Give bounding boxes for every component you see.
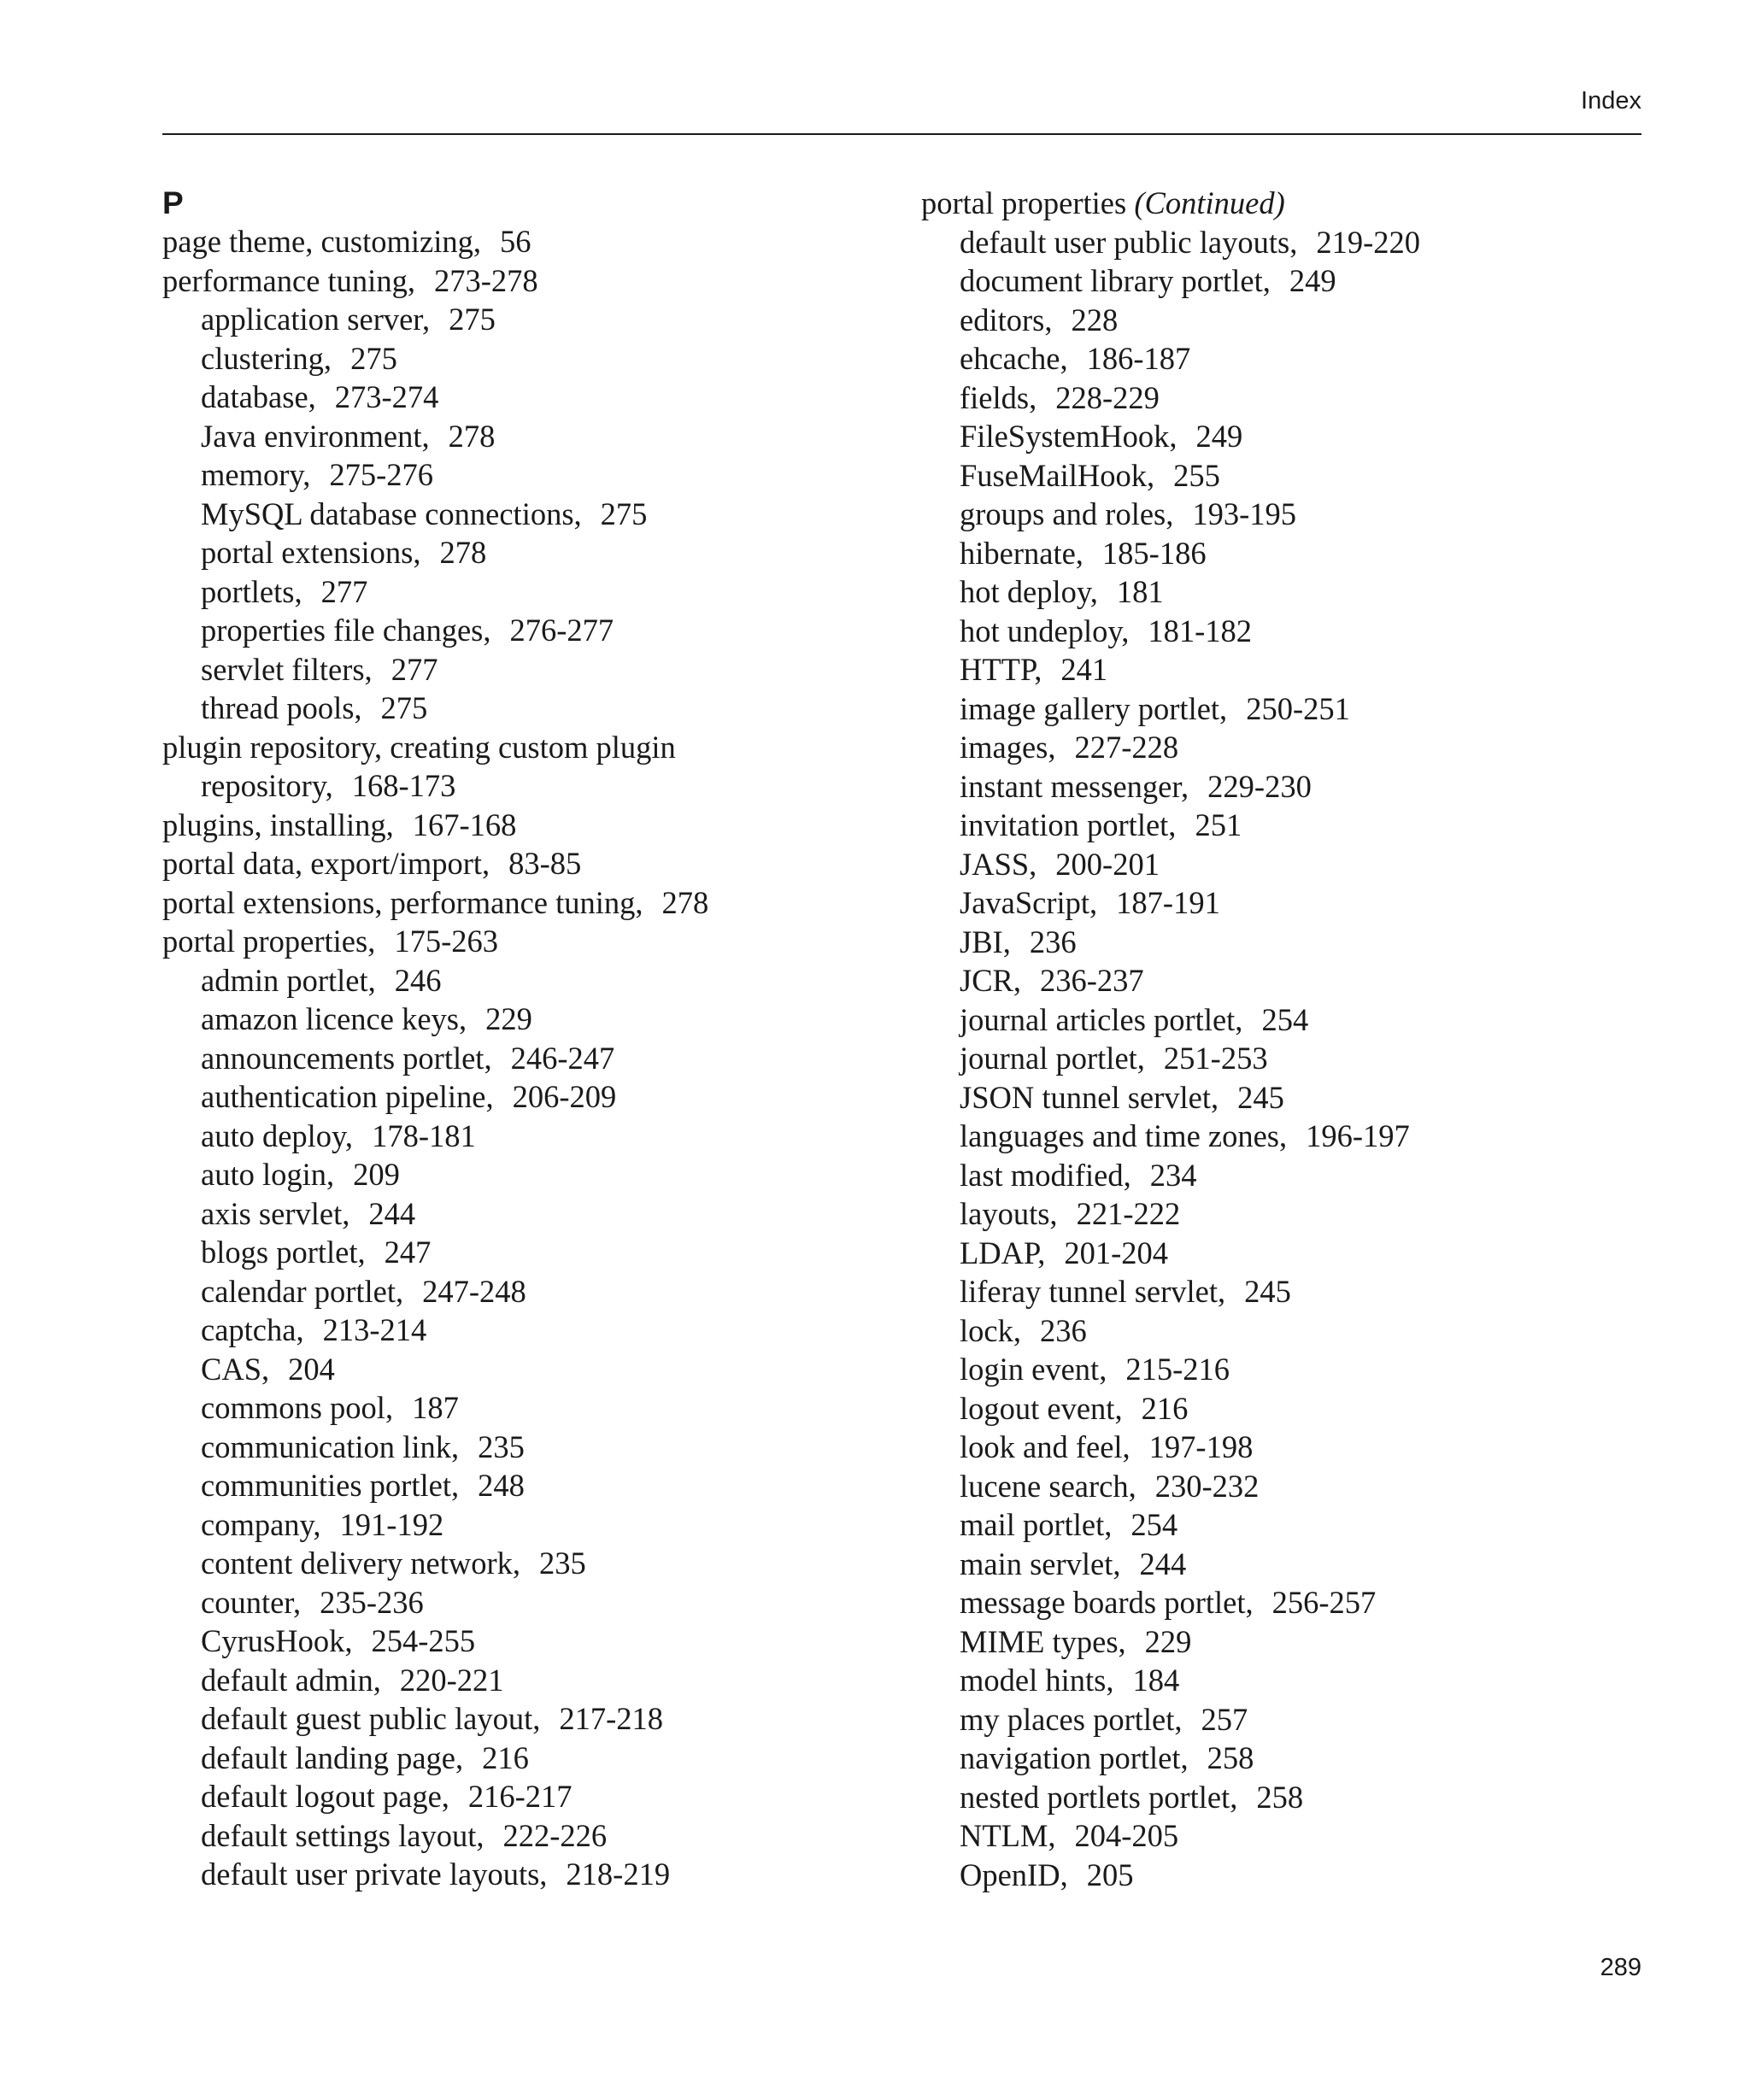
page-reference: 185-186 [1101, 535, 1207, 571]
running-head: Index [1581, 87, 1641, 114]
index-term: CyrusHook, [201, 1623, 353, 1658]
index-term: JavaScript, [960, 885, 1098, 920]
index-term: login event, [960, 1352, 1107, 1387]
index-term: counter, [201, 1584, 302, 1620]
index-term: journal portlet, [960, 1041, 1145, 1076]
page-reference: 168-173 [351, 768, 456, 803]
index-term: lucene search, [960, 1468, 1136, 1504]
index-term: message boards portlet, [960, 1585, 1254, 1620]
page-reference: 256-257 [1271, 1585, 1377, 1620]
page-reference: 216-217 [467, 1779, 573, 1814]
index-term: portal data, export/import, [162, 846, 490, 881]
index-term: FileSystemHook, [960, 419, 1177, 454]
index-entry [162, 1388, 914, 1428]
index-entry [921, 1856, 1690, 1895]
index-term: logout event, [960, 1390, 1123, 1426]
index-term: portal extensions, [201, 535, 421, 570]
index-entry [921, 767, 1690, 807]
page-reference: 216 [1141, 1390, 1189, 1426]
index-entry [162, 766, 914, 806]
index-entry [162, 1466, 914, 1505]
index-term: calendar portlet, [201, 1273, 404, 1309]
page-reference: 277 [320, 573, 368, 609]
index-entry [162, 1583, 914, 1622]
page-reference: 251 [1195, 807, 1242, 842]
index-entry [162, 1777, 914, 1816]
index-entry [162, 1739, 914, 1778]
index-term: announcements portlet, [201, 1040, 492, 1076]
index-term: default settings layout, [201, 1817, 484, 1853]
page-reference: 257 [1201, 1701, 1248, 1737]
index-term: application server, [201, 302, 431, 337]
index-term: portal properties, [162, 924, 376, 959]
right-entry-list [921, 223, 1690, 1895]
index-term: navigation portlet, [960, 1740, 1189, 1775]
index-entry [921, 1272, 1690, 1311]
index-entry [162, 1544, 914, 1583]
index-term: images, [960, 730, 1056, 765]
index-entry [921, 456, 1690, 496]
index-term: groups and roles, [960, 496, 1174, 531]
index-entry [162, 417, 914, 456]
index-entry [921, 728, 1690, 767]
index-entry [162, 961, 914, 1000]
index-entry [162, 611, 914, 650]
index-term: portal extensions, performance tuning, [162, 884, 643, 920]
page-reference: 230-232 [1154, 1468, 1260, 1504]
page-number: 289 [1600, 1954, 1641, 1981]
page-reference: 275 [449, 302, 496, 337]
index-term: fields, [960, 379, 1037, 415]
index-term: admin portlet, [201, 962, 376, 998]
index-term: auto login, [201, 1157, 335, 1192]
index-entry [162, 1311, 914, 1350]
page-reference: 254-255 [371, 1623, 476, 1658]
page-reference: 278 [661, 884, 709, 920]
index-entry [921, 961, 1690, 1000]
index-entry [162, 339, 914, 378]
page-reference: 235 [478, 1428, 525, 1464]
page-reference: 275-276 [329, 457, 434, 492]
index-term: default user private layouts, [201, 1857, 548, 1892]
index-entry [162, 1699, 914, 1739]
index-term: invitation portlet, [960, 807, 1177, 842]
page-reference: 181 [1116, 574, 1164, 609]
page-reference: 275 [350, 340, 397, 376]
index-term: JBI, [960, 924, 1011, 959]
index-entry [921, 1505, 1690, 1545]
index-term: default landing page, [201, 1739, 464, 1775]
index-entry [921, 1467, 1690, 1506]
index-term: repository, [201, 768, 333, 803]
page-reference: 251-253 [1163, 1041, 1268, 1076]
index-entry [921, 301, 1690, 340]
index-entry [921, 1778, 1690, 1817]
index-entry [162, 533, 914, 572]
index-term: hot deploy, [960, 574, 1098, 609]
index-entry [921, 1194, 1690, 1234]
page-reference: 227-228 [1074, 730, 1179, 765]
index-term: lock, [960, 1312, 1021, 1348]
page-reference: 193-195 [1192, 496, 1297, 531]
index-entry [162, 261, 914, 301]
index-term: OpenID, [960, 1857, 1068, 1892]
index-entry [921, 378, 1690, 418]
index-term: MIME types, [960, 1623, 1126, 1659]
index-entry [921, 339, 1690, 378]
page-reference: 175-263 [394, 924, 498, 959]
index-term: main servlet, [960, 1546, 1121, 1581]
continued-heading [921, 184, 1690, 223]
page-reference: 247 [384, 1235, 432, 1270]
index-term: default user public layouts, [960, 224, 1298, 260]
index-term: plugins, installing, [162, 807, 394, 842]
index-term: memory, [201, 457, 311, 492]
index-entry [162, 1661, 914, 1700]
page-reference: 255 [1173, 457, 1220, 493]
index-entry [162, 1272, 914, 1311]
index-term: NTLM, [960, 1818, 1056, 1853]
index-entry [162, 495, 914, 534]
page-reference: 217-218 [559, 1701, 664, 1736]
index-entry [162, 844, 914, 883]
index-term: JSON tunnel servlet, [960, 1079, 1219, 1115]
page-reference: 249 [1289, 263, 1336, 298]
page-reference: 187 [412, 1390, 459, 1425]
index-term: page theme, customizing, [162, 224, 482, 259]
index-entry [921, 1000, 1690, 1040]
page-reference: 206-209 [512, 1079, 617, 1114]
index-entry [921, 495, 1690, 534]
page-reference: 196-197 [1306, 1118, 1410, 1153]
index-term: last modified, [960, 1157, 1131, 1193]
index-term: hibernate, [960, 535, 1083, 571]
index-entry [162, 650, 914, 689]
page-reference: 56 [500, 224, 531, 259]
page-reference: 83-85 [508, 846, 582, 881]
index-term: auto deploy, [201, 1117, 354, 1153]
index-term: ehcache, [960, 341, 1068, 376]
index-entry [921, 1661, 1690, 1700]
index-term: captcha, [201, 1312, 304, 1347]
index-entry [921, 883, 1690, 923]
index-term: mail portlet, [960, 1507, 1113, 1542]
page-reference: 245 [1244, 1274, 1291, 1309]
index-entry [921, 1234, 1690, 1273]
index-entry [921, 689, 1690, 729]
index-term: layouts, [960, 1196, 1058, 1231]
page-reference: 258 [1256, 1779, 1304, 1815]
index-term: servlet filters, [201, 651, 373, 687]
index-column-left [162, 184, 914, 1894]
index-term: performance tuning, [162, 262, 415, 298]
index-term: blogs portlet, [201, 1235, 366, 1270]
index-entry [921, 1700, 1690, 1739]
page-reference: 216 [482, 1739, 529, 1775]
index-term: company, [201, 1506, 321, 1542]
index-entry [162, 572, 914, 612]
index-entry [921, 923, 1690, 962]
index-entry [162, 1117, 914, 1156]
index-term: default admin, [201, 1662, 381, 1698]
page-reference: 258 [1207, 1740, 1254, 1775]
page-reference: 209 [353, 1157, 400, 1192]
page-reference: 221-222 [1076, 1196, 1181, 1231]
index-term: clustering, [201, 340, 332, 376]
index-term: axis servlet, [201, 1195, 350, 1231]
index-entry [162, 1428, 914, 1467]
index-entry [162, 883, 914, 923]
page-reference: 245 [1237, 1079, 1284, 1115]
page-reference: 236 [1039, 1312, 1087, 1348]
index-entry [162, 922, 914, 961]
page-reference: 204-205 [1074, 1818, 1179, 1853]
page-reference: 236 [1029, 924, 1077, 959]
page-reference: 278 [448, 418, 496, 454]
index-entry [921, 1350, 1690, 1389]
index-term: look and feel, [960, 1429, 1130, 1464]
index-term: JCR, [960, 963, 1022, 998]
page-reference: 235 [539, 1546, 586, 1581]
index-term: my places portlet, [960, 1701, 1183, 1737]
index-term: model hints, [960, 1663, 1114, 1698]
index-term: Java environment, [201, 418, 430, 454]
page-reference: 222-226 [502, 1817, 608, 1853]
index-term: commons pool, [201, 1390, 394, 1425]
index-term: liferay tunnel servlet, [960, 1274, 1226, 1309]
index-entry [921, 1156, 1690, 1195]
index-term: authentication pipeline, [201, 1079, 494, 1114]
index-entry [921, 1039, 1690, 1078]
index-entry [162, 1622, 914, 1661]
page-reference: 277 [391, 651, 438, 687]
index-entry [921, 534, 1690, 573]
index-entry [921, 417, 1690, 456]
index-entry [921, 1117, 1690, 1156]
index-entry [162, 1000, 914, 1039]
index-term: MySQL database connections, [201, 496, 582, 531]
page-reference: 244 [368, 1195, 416, 1231]
index-entry [162, 300, 914, 339]
index-entry [921, 1428, 1690, 1467]
page-reference: 201-204 [1064, 1235, 1169, 1270]
index-term: FuseMailHook, [960, 457, 1155, 493]
page-reference: 186-187 [1086, 341, 1191, 376]
index-term: JASS, [960, 846, 1037, 882]
page-reference: 278 [439, 535, 487, 570]
index-entry [921, 223, 1690, 262]
page-reference: 241 [1060, 652, 1108, 687]
header-rule [162, 133, 1641, 135]
index-entry [921, 1311, 1690, 1351]
index-term: properties file changes, [201, 613, 491, 648]
page-reference: 197-198 [1148, 1429, 1254, 1464]
index-term: plugin repository, creating custom plugin [162, 729, 676, 765]
section-letter: P [162, 185, 184, 220]
page-reference: 220-221 [399, 1662, 504, 1698]
page-reference: 181-182 [1148, 613, 1253, 648]
index-entry [921, 1816, 1690, 1856]
page-reference: 215-216 [1125, 1352, 1230, 1387]
index-entry [921, 612, 1690, 651]
page-reference: 219-220 [1316, 224, 1420, 260]
page-reference: 254 [1261, 1001, 1309, 1037]
index-entry [162, 689, 914, 728]
index-term: editors, [960, 302, 1053, 337]
page-reference: 228-229 [1055, 379, 1160, 415]
page-reference: 275 [600, 496, 648, 531]
page-reference: 246 [394, 962, 442, 998]
page-reference: 184 [1132, 1663, 1180, 1698]
index-entry [921, 650, 1690, 689]
page-reference: 273-274 [334, 379, 439, 414]
index-entry [162, 222, 914, 261]
index-entry [921, 1545, 1690, 1584]
index-term: nested portlets portlet, [960, 1779, 1238, 1815]
index-entry [162, 1816, 914, 1856]
index-term: communities portlet, [201, 1468, 460, 1503]
page-reference: 229-230 [1207, 768, 1312, 804]
index-entry [162, 378, 914, 417]
page-reference: 178-181 [372, 1117, 476, 1153]
page-reference: 244 [1139, 1546, 1187, 1581]
index-entry [162, 1155, 914, 1194]
page-reference: 250-251 [1246, 690, 1350, 726]
index-entry [921, 261, 1690, 301]
index-term: journal articles portlet, [960, 1001, 1243, 1037]
page-reference: 248 [478, 1468, 525, 1503]
page-reference: 205 [1086, 1857, 1134, 1892]
index-term: default logout page, [201, 1779, 449, 1814]
index-entry [162, 1039, 914, 1078]
index-term: default guest public layout, [201, 1701, 541, 1736]
page-reference: 247-248 [422, 1273, 526, 1309]
page-reference: 249 [1195, 419, 1243, 454]
index-entry [921, 572, 1690, 612]
index-entry [921, 1739, 1690, 1778]
index-entry [921, 1583, 1690, 1622]
page-reference: 234 [1149, 1157, 1197, 1193]
index-term: languages and time zones, [960, 1118, 1288, 1153]
page-reference: 273-278 [433, 262, 538, 298]
page-reference: 204 [288, 1351, 335, 1387]
page-reference: 200-201 [1055, 846, 1160, 882]
index-entry [921, 845, 1690, 884]
index-entry [921, 806, 1690, 845]
index-column-right [921, 184, 1690, 1894]
index-entry [162, 1077, 914, 1117]
index-entry [162, 1505, 914, 1545]
index-entry [162, 806, 914, 845]
left-entry-list [162, 222, 914, 1894]
page-reference: 167-168 [412, 807, 517, 842]
index-entry [162, 728, 914, 767]
page-reference: 229 [485, 1001, 532, 1036]
page-reference: 229 [1144, 1623, 1192, 1659]
continued-heading-term: portal properties [921, 185, 1127, 220]
index-entry [921, 1078, 1690, 1117]
page-reference: 276-277 [509, 613, 614, 648]
index-entry [162, 455, 914, 495]
index-term: portlets, [201, 573, 302, 609]
index-term: content delivery network, [201, 1546, 521, 1581]
continued-note: (Continued) [1134, 185, 1285, 220]
page-reference: 218-219 [566, 1857, 671, 1892]
index-entry [162, 1855, 914, 1894]
index-term: thread pools, [201, 690, 362, 725]
page-reference: 191-192 [339, 1506, 444, 1542]
index-entry [921, 1389, 1690, 1428]
index-term: communication link, [201, 1428, 460, 1464]
index-term: document library portlet, [960, 263, 1271, 298]
page-reference: 275 [380, 690, 428, 725]
index-term: hot undeploy, [960, 613, 1130, 648]
page-reference: 213-214 [322, 1312, 427, 1347]
page-reference: 254 [1130, 1507, 1178, 1542]
page-reference: 228 [1071, 302, 1119, 337]
index-term: CAS, [201, 1351, 270, 1387]
page-reference: 235-236 [320, 1584, 424, 1620]
index-entry [162, 1194, 914, 1234]
index-entry [921, 1622, 1690, 1662]
index-term: instant messenger, [960, 768, 1189, 804]
index-entry [162, 1233, 914, 1272]
index-term: LDAP, [960, 1235, 1046, 1270]
index-term: amazon licence keys, [201, 1001, 467, 1036]
page-reference: 246-247 [510, 1040, 615, 1076]
index-term: image gallery portlet, [960, 690, 1228, 726]
page-reference: 236-237 [1040, 963, 1144, 998]
index-term: database, [201, 379, 316, 414]
index-term: HTTP, [960, 652, 1042, 687]
index-entry [162, 1350, 914, 1389]
page-reference: 187-191 [1116, 885, 1220, 920]
